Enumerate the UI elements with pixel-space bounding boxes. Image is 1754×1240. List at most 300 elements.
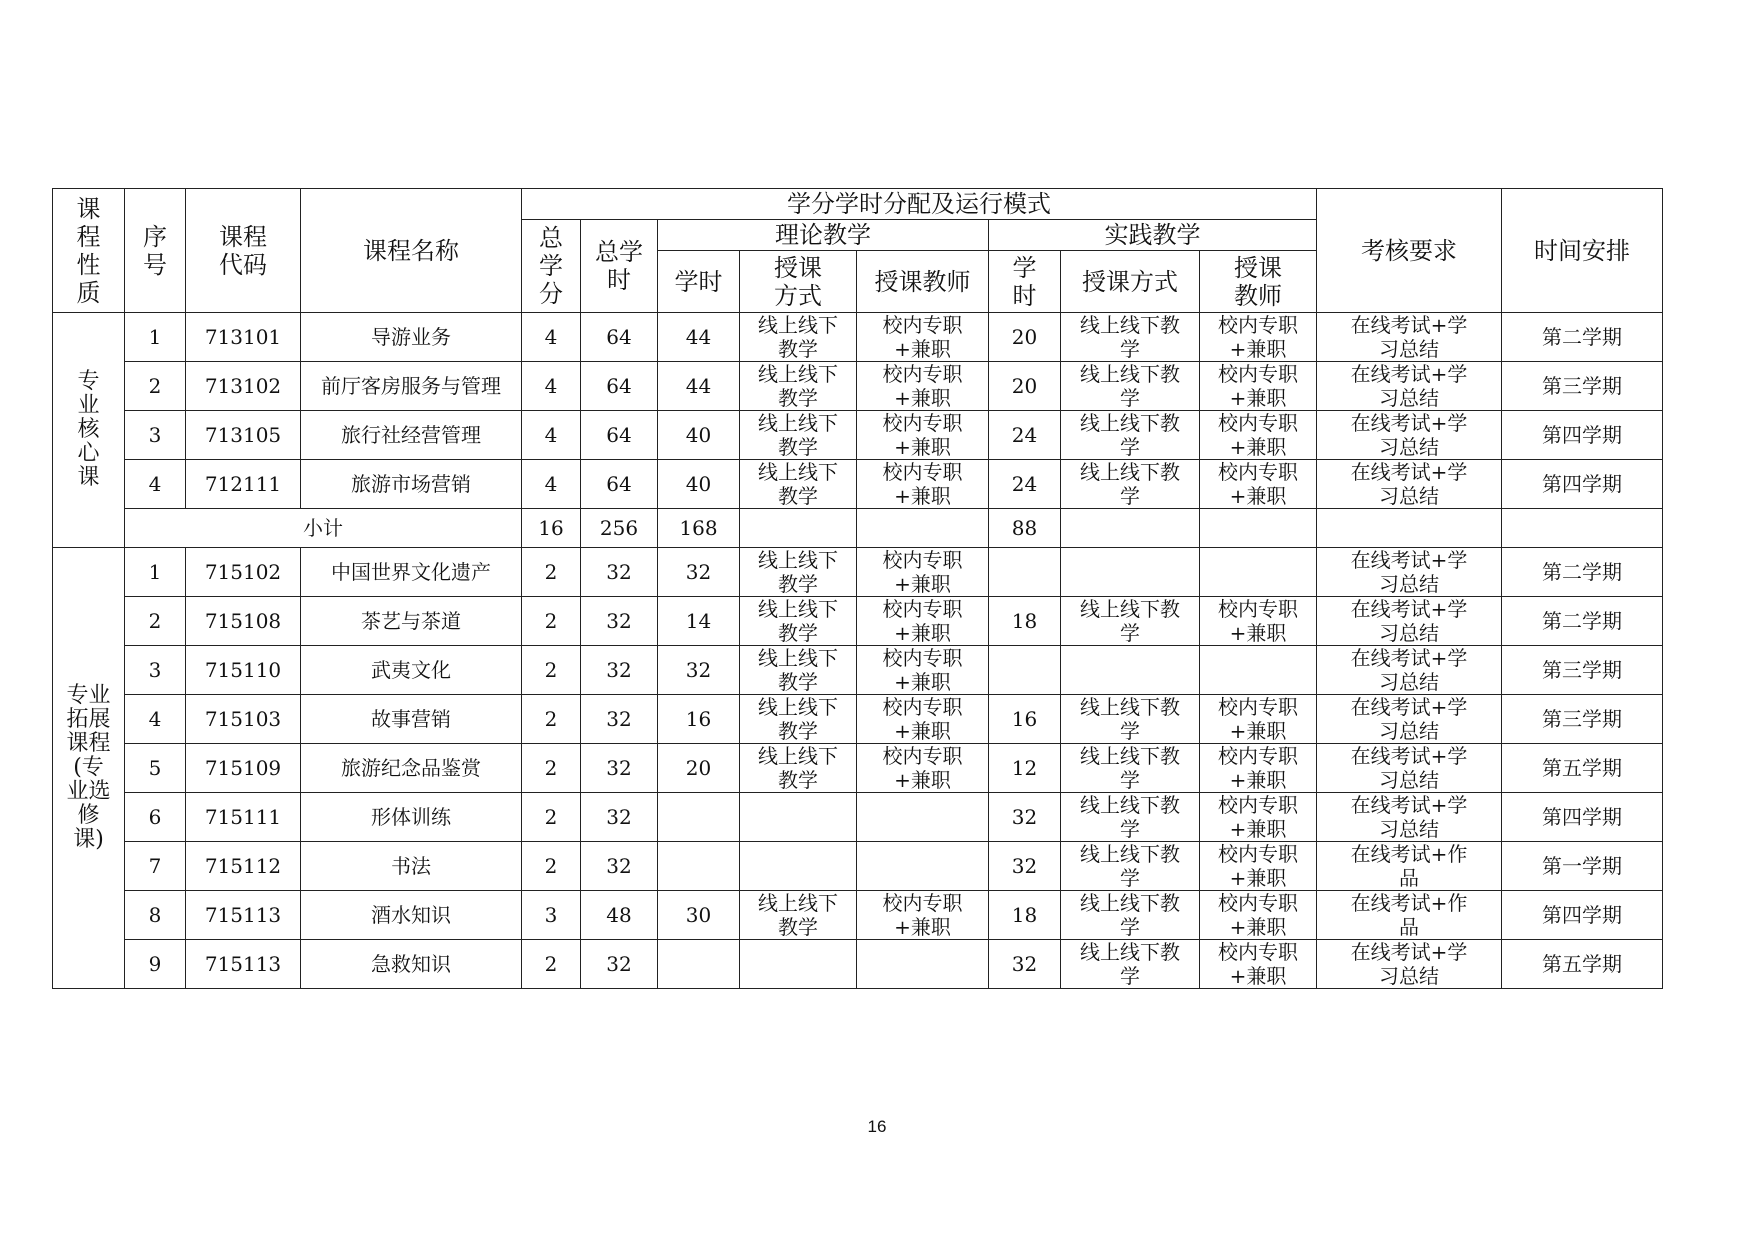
cell-text: 32 [685,560,712,584]
cell-text: 2 [544,560,558,584]
header-allocation: 学分学时分配及运行模式 [522,189,1317,220]
cell-text: 32 [606,658,632,682]
course-code-cell [186,362,301,411]
schedule-cell [1502,793,1663,842]
practice-mode-cell [1061,940,1200,989]
assessment-cell [1317,646,1502,695]
empty-cell [1317,509,1502,548]
cell-text: 32 [606,952,632,976]
cell-text: 18 [1011,903,1038,927]
cell-text: 在线考试+学习总结 [1350,646,1468,694]
theory-hours-cell [658,362,740,411]
cell-text: 第五学期 [1542,756,1622,780]
subtotal-hours-cell [581,509,658,548]
cell-text: 第三学期 [1542,374,1622,398]
seq-cell [125,460,186,509]
cell-text: 32 [606,805,632,829]
theory-teacher-cell [857,362,989,411]
cell-text: 715102 [204,560,282,584]
table-row [53,548,1663,597]
cell-text: 715109 [204,756,282,780]
cell-text: 校内专职+兼职 [882,695,963,743]
cell-text: 线上线下教学 [1080,411,1180,459]
theory-teacher-cell [857,646,989,695]
cell-text: 线上线下教学 [758,362,838,410]
cell-text: 线上线下教学 [1080,460,1180,508]
cell-text: 在线考试+学习总结 [1350,744,1468,792]
cell-text: 20 [685,756,712,780]
credits-cell [522,744,581,793]
theory-mode-cell [740,646,857,695]
cell-text: 校内专职+兼职 [882,411,963,459]
cell-text: 线上线下教学 [758,695,838,743]
practice-mode-cell [1061,891,1200,940]
category-label: 专业核心课 [77,369,100,490]
theory-hours-cell [658,597,740,646]
hours-cell [581,891,658,940]
cell-text: 715110 [204,658,282,682]
schedule-cell [1502,646,1663,695]
theory-teacher-cell [857,597,989,646]
cell-text: 在线考试+学习总结 [1350,548,1468,596]
practice-teacher-cell [1200,411,1317,460]
schedule-cell [1502,313,1663,362]
practice-hours-cell [989,891,1061,940]
hours-cell [581,744,658,793]
header-assessment: 考核要求 [1317,189,1502,313]
credits-cell [522,548,581,597]
cell-text: 713101 [204,325,282,349]
course-code-cell [186,842,301,891]
cell-text: 3 [148,423,162,447]
theory-mode-cell [740,597,857,646]
cell-text: 在线考试+学习总结 [1350,793,1468,841]
cell-text: 线上线下教学 [758,597,838,645]
subtotal-label-cell [125,509,522,548]
course-name-cell [301,842,522,891]
cell-text: 在线考试+作品 [1350,891,1468,939]
credits-cell [522,695,581,744]
credits-cell [522,597,581,646]
cell-text: 3 [148,658,162,682]
table-row [53,411,1663,460]
extension-courses-section [53,548,1663,989]
theory-hours-cell [658,460,740,509]
cell-text: 线上线下教学 [758,891,838,939]
cell-text: 713102 [204,374,282,398]
credits-cell [522,793,581,842]
course-code-cell [186,411,301,460]
cell-text: 线上线下教学 [758,460,838,508]
credits-cell [522,460,581,509]
theory-mode-cell [740,793,857,842]
credits-cell [522,940,581,989]
cell-text: 线上线下教学 [758,313,838,361]
schedule-cell [1502,597,1663,646]
header-schedule: 时间安排 [1502,189,1663,313]
cell-text: 线上线下教学 [1080,362,1180,410]
practice-mode-cell [1061,744,1200,793]
cell-text: 第四学期 [1542,423,1622,447]
theory-hours-cell [658,548,740,597]
theory-mode-cell [740,842,857,891]
cell-text: 在线考试+学习总结 [1350,460,1468,508]
seq-cell [125,646,186,695]
table-row [53,842,1663,891]
schedule-cell [1502,695,1663,744]
header-practice-teacher: 授课教师 [1200,251,1317,313]
cell-text: 旅游市场营销 [351,472,471,496]
header-total-credits: 总学分 [522,220,581,313]
cell-text: 线上线下教学 [758,411,838,459]
cell-text: 线上线下教学 [1080,695,1180,743]
cell-text: 第二学期 [1542,560,1622,584]
practice-teacher-cell [1200,793,1317,842]
cell-text: 线上线下教学 [1080,744,1180,792]
practice-hours-cell [989,597,1061,646]
cell-text: 712111 [204,472,282,496]
cell-text: 4 [544,325,558,349]
cell-text: 30 [685,903,712,927]
assessment-cell [1317,891,1502,940]
seq-cell [125,940,186,989]
hours-cell [581,362,658,411]
hours-cell [581,411,658,460]
seq-cell [125,313,186,362]
practice-hours-cell [989,362,1061,411]
practice-hours-cell [989,940,1061,989]
header-theory-mode: 授课方式 [740,251,857,313]
cell-text: 校内专职+兼职 [882,744,963,792]
theory-hours-cell [658,940,740,989]
theory-teacher-cell [857,744,989,793]
course-name-cell [301,460,522,509]
course-name-cell [301,744,522,793]
cell-text: 715113 [204,952,282,976]
cell-text: 前厅客房服务与管理 [321,374,501,398]
cell-text: 24 [1011,472,1038,496]
theory-teacher-cell [857,842,989,891]
theory-hours-cell [658,744,740,793]
table-row [53,460,1663,509]
cell-text: 校内专职+兼职 [882,460,963,508]
header-practice-hours: 学时 [989,251,1061,313]
header-code: 课程代码 [186,189,301,313]
practice-mode-cell [1061,646,1200,695]
cell-text: 7 [148,854,162,878]
header-name: 课程名称 [301,189,522,313]
cell-text: 校内专职+兼职 [882,891,963,939]
assessment-cell [1317,940,1502,989]
cell-text: 9 [148,952,162,976]
practice-mode-cell [1061,548,1200,597]
subtotal-theory-hours-cell [658,509,740,548]
credits-cell [522,362,581,411]
hours-cell [581,793,658,842]
practice-hours-cell [989,460,1061,509]
hours-cell [581,842,658,891]
cell-text: 校内专职+兼职 [1218,940,1298,988]
category-label: 专业拓展课程(专业选修课) [66,683,111,852]
theory-mode-cell [740,313,857,362]
theory-mode-cell [740,362,857,411]
theory-hours-cell [658,891,740,940]
hours-cell [581,597,658,646]
hours-cell [581,940,658,989]
cell-text: 校内专职+兼职 [882,597,963,645]
empty-cell [1061,509,1200,548]
cell-text: 32 [1011,805,1038,829]
cell-text: 校内专职+兼职 [1218,362,1298,410]
practice-teacher-cell [1200,891,1317,940]
cell-text: 16 [685,707,712,731]
seq-cell [125,793,186,842]
theory-mode-cell [740,460,857,509]
cell-text: 2 [544,805,558,829]
table-header [53,189,1663,313]
practice-hours-cell [989,313,1061,362]
practice-teacher-cell [1200,362,1317,411]
schedule-cell [1502,891,1663,940]
practice-hours-cell [989,793,1061,842]
cell-text: 4 [148,472,162,496]
cell-text: 32 [1011,854,1038,878]
cell-text: 32 [606,756,632,780]
practice-teacher-cell [1200,695,1317,744]
table-row [53,744,1663,793]
cell-text: 书法 [391,854,431,878]
cell-text: 线上线下教学 [1080,597,1180,645]
category-cell [53,313,125,548]
cell-text: 715112 [204,854,282,878]
course-code-cell [186,313,301,362]
cell-text: 校内专职+兼职 [1218,460,1298,508]
cell-text: 第三学期 [1542,658,1622,682]
course-name-cell [301,646,522,695]
practice-teacher-cell [1200,842,1317,891]
assessment-cell [1317,460,1502,509]
empty-cell [857,509,989,548]
assessment-cell [1317,597,1502,646]
seq-cell [125,891,186,940]
cell-text: 旅游纪念品鉴赏 [341,756,481,780]
cell-text: 校内专职+兼职 [882,313,963,361]
cell-text: 5 [148,756,162,780]
theory-hours-cell [658,695,740,744]
practice-hours-cell [989,548,1061,597]
subtotal-row [53,509,1663,548]
practice-mode-cell [1061,362,1200,411]
cell-text: 1 [148,560,162,584]
hours-cell [581,646,658,695]
practice-mode-cell [1061,460,1200,509]
cell-text: 8 [148,903,162,927]
table-row [53,793,1663,842]
header-theory-teacher: 授课教师 [857,251,989,313]
credits-cell [522,313,581,362]
cell-text: 故事营销 [371,707,451,731]
course-code-cell [186,940,301,989]
theory-hours-cell [658,646,740,695]
practice-teacher-cell [1200,548,1317,597]
table-row [53,891,1663,940]
assessment-cell [1317,411,1502,460]
course-code-cell [186,744,301,793]
cell-text: 4 [544,472,558,496]
cell-text: 44 [685,374,712,398]
theory-teacher-cell [857,548,989,597]
curriculum-table [52,188,1663,989]
cell-text: 第四学期 [1542,903,1622,927]
cell-text: 第三学期 [1542,707,1622,731]
assessment-cell [1317,695,1502,744]
cell-text: 32 [606,560,632,584]
cell-text: 713105 [204,423,282,447]
cell-text: 44 [685,325,712,349]
cell-text: 在线考试+作品 [1350,842,1468,890]
theory-hours-cell [658,842,740,891]
cell-text: 20 [1011,374,1038,398]
cell-text: 2 [148,374,162,398]
cell-text: 校内专职+兼职 [1218,695,1298,743]
cell-text: 2 [544,707,558,731]
theory-hours-cell [658,313,740,362]
category-cell [53,548,125,989]
theory-mode-cell [740,548,857,597]
course-name-cell [301,313,522,362]
assessment-cell [1317,313,1502,362]
cell-text: 32 [606,609,632,633]
assessment-cell [1317,793,1502,842]
practice-mode-cell [1061,793,1200,842]
empty-cell [1200,509,1317,548]
cell-text: 32 [685,658,712,682]
practice-mode-cell [1061,597,1200,646]
table-row [53,597,1663,646]
theory-teacher-cell [857,460,989,509]
practice-hours-cell [989,842,1061,891]
theory-teacher-cell [857,891,989,940]
practice-hours-cell [989,411,1061,460]
course-code-cell [186,891,301,940]
cell-text: 校内专职+兼职 [1218,891,1298,939]
schedule-cell [1502,460,1663,509]
credits-cell [522,891,581,940]
cell-text: 在线考试+学习总结 [1350,597,1468,645]
cell-text: 第四学期 [1542,805,1622,829]
practice-teacher-cell [1200,646,1317,695]
theory-teacher-cell [857,313,989,362]
course-code-cell [186,460,301,509]
cell-text: 中国世界文化遗产 [331,560,491,584]
course-name-cell [301,793,522,842]
cell-text: 线上线下教学 [1080,891,1180,939]
assessment-cell [1317,548,1502,597]
cell-text: 4 [544,423,558,447]
cell-text: 256 [599,516,639,540]
header-category: 课程性质 [53,189,125,313]
cell-text: 3 [544,903,558,927]
cell-text: 茶艺与茶道 [361,609,461,633]
cell-text: 715113 [204,903,282,927]
seq-cell [125,548,186,597]
cell-text: 线上线下教学 [758,646,838,694]
cell-text: 40 [685,423,712,447]
course-name-cell [301,695,522,744]
practice-teacher-cell [1200,940,1317,989]
cell-text: 64 [606,325,632,349]
cell-text: 校内专职+兼职 [1218,793,1298,841]
cell-text: 小计 [303,516,343,540]
cell-text: 酒水知识 [371,903,451,927]
cell-text: 在线考试+学习总结 [1350,411,1468,459]
header-theory-hours: 学时 [658,251,740,313]
cell-text: 第二学期 [1542,325,1622,349]
cell-text: 旅行社经营管理 [341,423,481,447]
cell-text: 64 [606,423,632,447]
cell-text: 32 [606,854,632,878]
theory-hours-cell [658,411,740,460]
schedule-cell [1502,744,1663,793]
cell-text: 715111 [204,805,282,829]
cell-text: 校内专职+兼职 [882,646,963,694]
cell-text: 4 [148,707,162,731]
table-row [53,646,1663,695]
schedule-cell [1502,548,1663,597]
course-name-cell [301,362,522,411]
cell-text: 715108 [204,609,282,633]
practice-mode-cell [1061,411,1200,460]
assessment-cell [1317,744,1502,793]
schedule-cell [1502,940,1663,989]
course-name-cell [301,548,522,597]
practice-hours-cell [989,646,1061,695]
course-name-cell [301,597,522,646]
table-row [53,695,1663,744]
cell-text: 线上线下教学 [1080,842,1180,890]
cell-text: 2 [544,756,558,780]
cell-text: 2 [544,658,558,682]
seq-cell [125,362,186,411]
cell-text: 线上线下教学 [1080,940,1180,988]
cell-text: 第五学期 [1542,952,1622,976]
seq-cell [125,842,186,891]
cell-text: 40 [685,472,712,496]
cell-text: 64 [606,472,632,496]
cell-text: 在线考试+学习总结 [1350,695,1468,743]
practice-hours-cell [989,744,1061,793]
credits-cell [522,411,581,460]
cell-text: 715103 [204,707,282,731]
table-row [53,940,1663,989]
cell-text: 12 [1011,756,1038,780]
cell-text: 64 [606,374,632,398]
course-code-cell [186,793,301,842]
cell-text: 武夷文化 [371,658,451,682]
empty-cell [740,509,857,548]
subtotal-credits-cell [522,509,581,548]
seq-cell [125,744,186,793]
cell-text: 88 [1011,516,1038,540]
subtotal-practice-hours-cell [989,509,1061,548]
table-row [53,313,1663,362]
course-code-cell [186,597,301,646]
cell-text: 在线考试+学习总结 [1350,313,1468,361]
schedule-cell [1502,842,1663,891]
course-code-cell [186,548,301,597]
hours-cell [581,460,658,509]
cell-text: 在线考试+学习总结 [1350,362,1468,410]
